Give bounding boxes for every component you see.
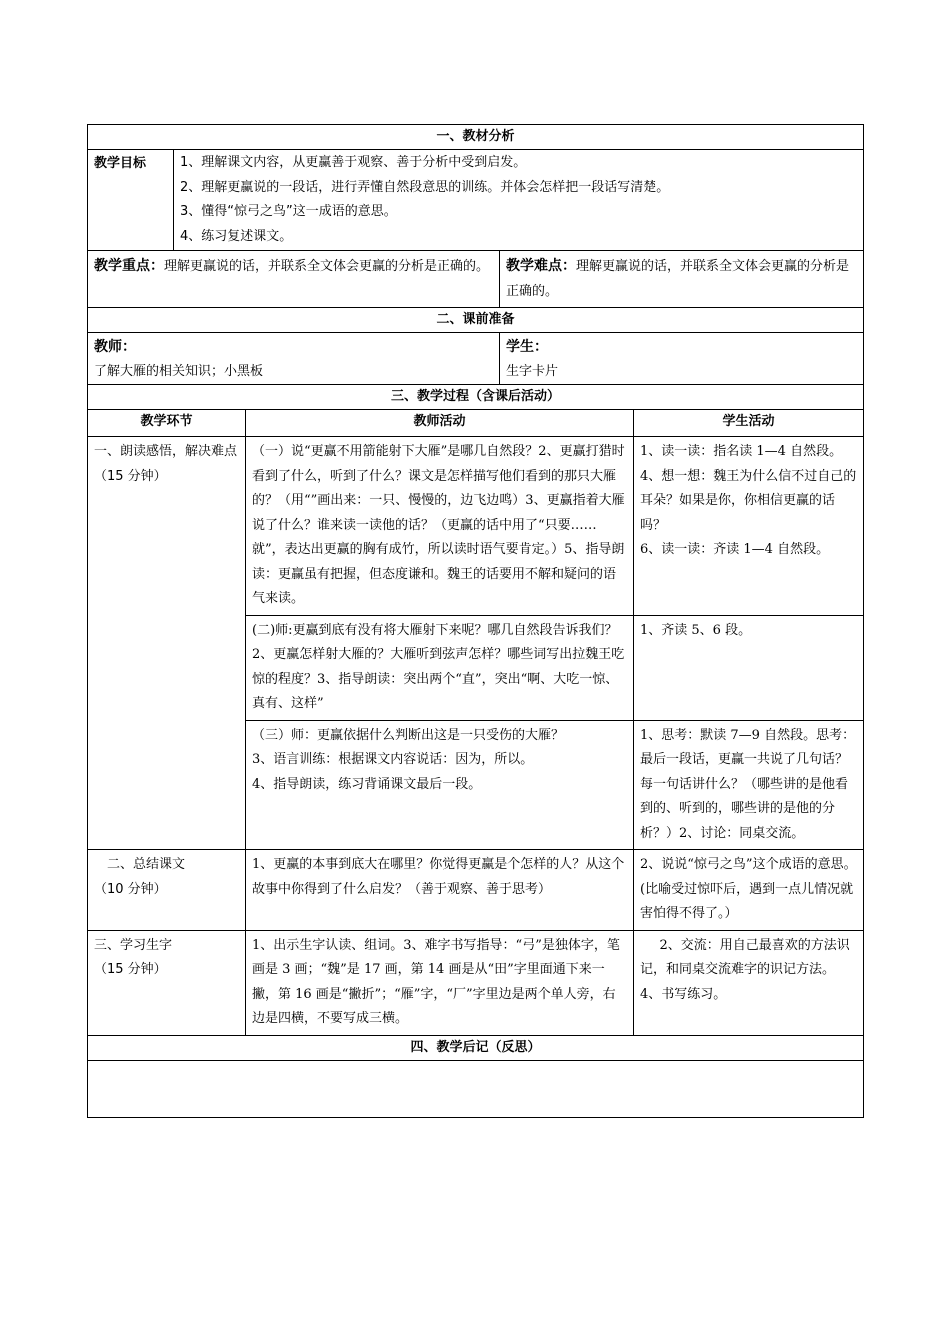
teacher-activity-item: 3、语言训练：根据课文内容说话：因为，所以。 — [252, 752, 534, 767]
student-activity-item: 4、书写练习。 — [640, 986, 727, 1002]
goal-item: 2、理解更赢说的一段话，进行弄懂自然段意思的训练。并体会怎样把一段话写清楚。 — [180, 179, 670, 195]
teacher-activity-item: 4、指导朗读，练习背诵课文最后一段。 — [252, 776, 482, 792]
goal-item: 3、懂得“惊弓之鸟”这一成语的意思。 — [180, 204, 397, 219]
goals-label: 教学目标 — [88, 150, 174, 251]
header-student-activity: 学生活动 — [634, 410, 864, 437]
goal-item: 4、练习复述课文。 — [180, 228, 293, 244]
student-activity-3: 1、思考：默读 7—9 自然段。思考：最后一段话，更赢一共说了几句话？每一句话讲什么？（哪些讲的是他看到的、听到的，哪些讲的是他的分析？）2、讨论：同桌交流。 — [634, 720, 864, 850]
step3-cell — [88, 930, 246, 1035]
student-prep-cell — [500, 333, 864, 385]
step1-time: （15 分钟） — [94, 468, 167, 484]
step2-cell — [88, 850, 246, 931]
step3-name: 三、学习生字 — [94, 937, 173, 953]
step1-name: 一、朗读感悟，解决难点 — [94, 444, 238, 459]
student-activity-item: 4、想一想：魏王为什么信不过自己的耳朵？如果是你，你相信更赢的话吗？ — [640, 468, 857, 533]
key-point-cell — [88, 251, 500, 308]
lesson-plan-document — [87, 124, 863, 1118]
student-activity-5 — [634, 930, 864, 1035]
student-activity-item: 2、交流：用自己最喜欢的方法识记，和同桌交流难字的识记方法。 — [640, 937, 850, 977]
section2-title: 二、课前准备 — [88, 308, 864, 333]
step1-cell — [88, 437, 246, 850]
goal-item: 1、理解课文内容，从更赢善于观察、善于分析中受到启发。 — [180, 155, 527, 170]
teacher-activity-5: 1、出示生字认读、组词。3、难字书写指导：“弓”是独体字，笔画是 3 画；“魏”是 17 画，第 14 画是从“田”字里面通下来一撇，第 16 画是“撇折”；“雁”字，“厂”字里边是两个单人旁，右边是四横，不要写成三横。 — [246, 930, 634, 1035]
student-activity-item: 1、读一读：指名读 1—4 自然段。 — [640, 444, 843, 459]
goals-list — [174, 150, 864, 251]
section3-title: 三、教学过程（含课后活动） — [88, 385, 864, 410]
teacher-activity-4: 1、更赢的本事到底大在哪里？你觉得更赢是个怎样的人？从这个故事中你得到了什么启发？（善于观察、善于思考） — [246, 850, 634, 931]
teacher-prep-text: 了解大雁的相关知识；小黑板 — [94, 363, 264, 379]
difficulty-label: 教学难点： — [506, 258, 576, 274]
student-prep-label: 学生： — [506, 339, 548, 355]
step3-time: （15 分钟） — [94, 962, 167, 977]
difficulty-cell — [500, 251, 864, 308]
teacher-activity-item: （三）师：更赢依据什么判断出这是一只受伤的大雁？ — [252, 727, 565, 743]
reflection-area — [88, 1060, 864, 1117]
student-activity-1 — [634, 437, 864, 616]
section4-title: 四、教学后记（反思） — [88, 1035, 864, 1060]
step2-time: （10 分钟） — [94, 881, 167, 897]
teacher-prep-cell — [88, 333, 500, 385]
teacher-activity-2: (二)师:更赢到底有没有将大雁射下来呢？哪几自然段告诉我们？2、更赢怎样射大雁的？大雁听到弦声怎样？哪些词写出拉魏王吃惊的程度？3、指导朗读：突出两个“直”，突出“啊、大吃一惊、真有、这样” — [246, 615, 634, 720]
key-point-label: 教学重点： — [94, 258, 164, 274]
student-prep-text: 生字卡片 — [506, 363, 559, 379]
step2-name: 二、总结课文 — [107, 857, 186, 872]
header-step: 教学环节 — [88, 410, 246, 437]
difficulty-text: 理解更赢说的话，并联系全文体会更赢的分析是正确的。 — [506, 259, 850, 299]
student-activity-4: 2、说说“惊弓之鸟”这个成语的意思。(比喻受过惊吓后，遇到一点儿情况就害怕得不得了。） — [634, 850, 864, 931]
teacher-prep-label: 教师： — [94, 339, 136, 355]
teacher-activity-1: （一）说“更赢不用箭能射下大雁”是哪几自然段？2、更赢打猎时看到了什么，听到了什么？课文是怎样描写他们看到的那只大雁的？（用“”画出来：一只、慢慢的，边飞边鸣）3、更赢指着大雁说了什么？谁来读一读他的话？（更赢的话中用了“只要……就”，表达出更赢的胸有成竹，所以读时语气要肯定。）5、指导朗读：更赢虽有把握，但态度谦和。魏王的话要用不解和疑问的语气来读。 — [246, 437, 634, 616]
student-activity-2: 1、齐读 5、6 段。 — [634, 615, 864, 720]
student-activity-item: 6、读一读：齐读 1—4 自然段。 — [640, 542, 830, 557]
key-point-text: 理解更赢说的话，并联系全文体会更赢的分析是正确的。 — [164, 259, 490, 274]
teacher-activity-3 — [246, 720, 634, 850]
section1-title: 一、教材分析 — [88, 125, 864, 150]
lesson-plan-table — [87, 124, 864, 1118]
header-teacher-activity: 教师活动 — [246, 410, 634, 437]
